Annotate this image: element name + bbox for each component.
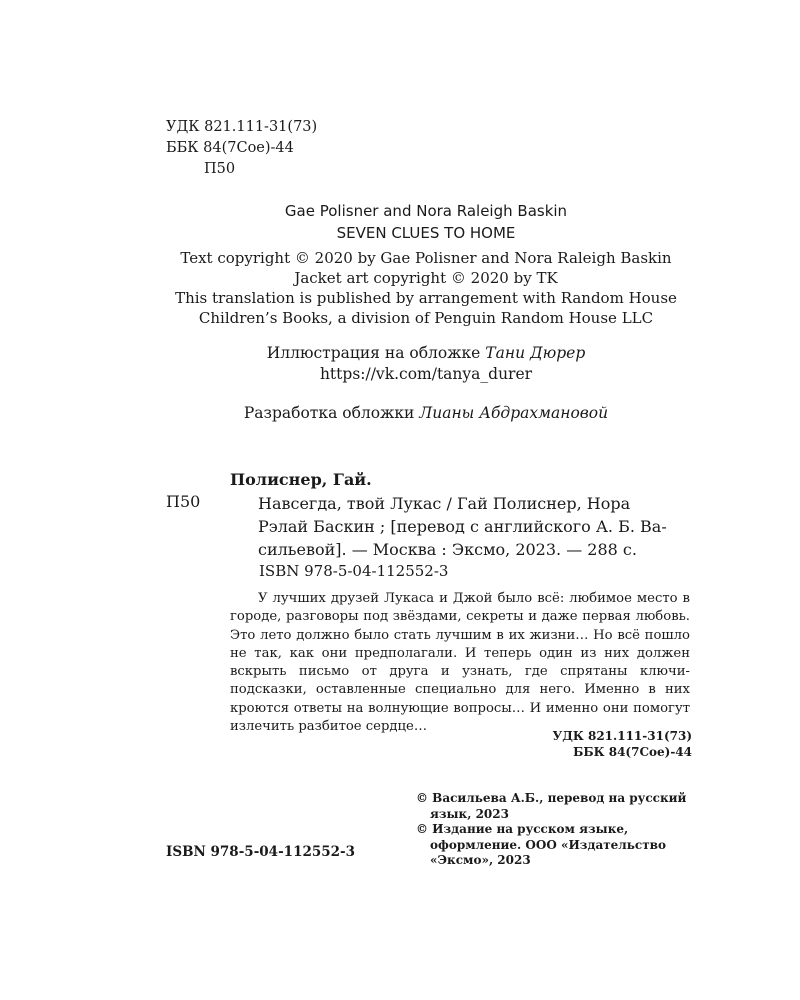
illustration-artist: Тани Дюрер — [485, 344, 586, 362]
copyright-line: Text copyright © 2020 by Gae Polisner and Nora Raleigh Baskin — [180, 249, 672, 267]
translation-copyright: © Васильева А.Б., перевод на русский язык, 2023 — [416, 791, 687, 821]
original-title: SEVEN CLUES TO HOME — [336, 224, 516, 242]
description-line: сильевой]. — Москва : Эксмо, 2023. — 288 с. — [258, 540, 637, 559]
copyright-line: Children’s Books, a division of Penguin Random House LLC — [198, 309, 654, 327]
illustration-credit — [0, 343, 800, 385]
udk-code: УДК 821.111-31(73) — [166, 119, 318, 135]
catalog-isbn: ISBN 978-5-04-112552-3 — [259, 562, 449, 580]
original-authors: Gae Polisner and Nora Raleigh Baskin — [284, 202, 568, 220]
edition-copyright: © Издание на русском языке, оформление. ООО «Издательство «Эксмо», 2023 — [416, 822, 666, 867]
bbk-code: ББК 84(7Сое)-44 — [166, 140, 294, 156]
catalog-author-heading: Полиснер, Гай. — [230, 470, 372, 489]
catalog-mark: П50 — [166, 492, 201, 511]
annotation-bbk: ББК 84(7Сое)-44 — [573, 745, 692, 759]
copyright-line: This translation is published by arrangement with Random House — [175, 289, 677, 307]
annotation-text: У лучших друзей Лукаса и Джой было всё: любимое место в городе, разговоры под звёздами, секреты и даже первая любовь. Это лето должно было стать лучшим в их жизни… Но всё пошло не так, как они предполагали. И теперь один из них должен вскрыть письмо от друга и узнать, где спрятаны ключи-подсказки, оставленные специально для него. Именно в них кроются ответы на волнующие вопросы… И именно они помогут излечить разбитое сердце… — [230, 591, 690, 735]
cover-design-label: Разработка обложки — [243, 404, 415, 422]
illustration-label: Иллюстрация на обложке — [266, 344, 481, 362]
footer-isbn: ISBN 978-5-04-112552-3 — [166, 844, 356, 860]
cover-designer: Лианы Абдрахмановой — [419, 404, 609, 422]
catalog-description — [258, 492, 688, 561]
illustration-url: https://vk.com/tanya_durer — [319, 365, 533, 383]
author-mark: П50 — [204, 161, 236, 177]
description-line: Навсегда, твой Лукас / Гай Полиснер, Нора — [258, 494, 631, 513]
edition-copyrights — [416, 791, 706, 869]
copyright-line: Jacket art copyright © 2020 by TK — [294, 269, 558, 287]
classification-block — [166, 117, 317, 180]
description-line: Рэлай Баскин ; [перевод с английского А. Б. Ва- — [258, 517, 667, 536]
cover-design-credit — [0, 403, 800, 424]
annotation-codes — [530, 728, 692, 760]
original-credits — [0, 200, 800, 328]
annotation-udk: УДК 821.111-31(73) — [552, 729, 692, 743]
